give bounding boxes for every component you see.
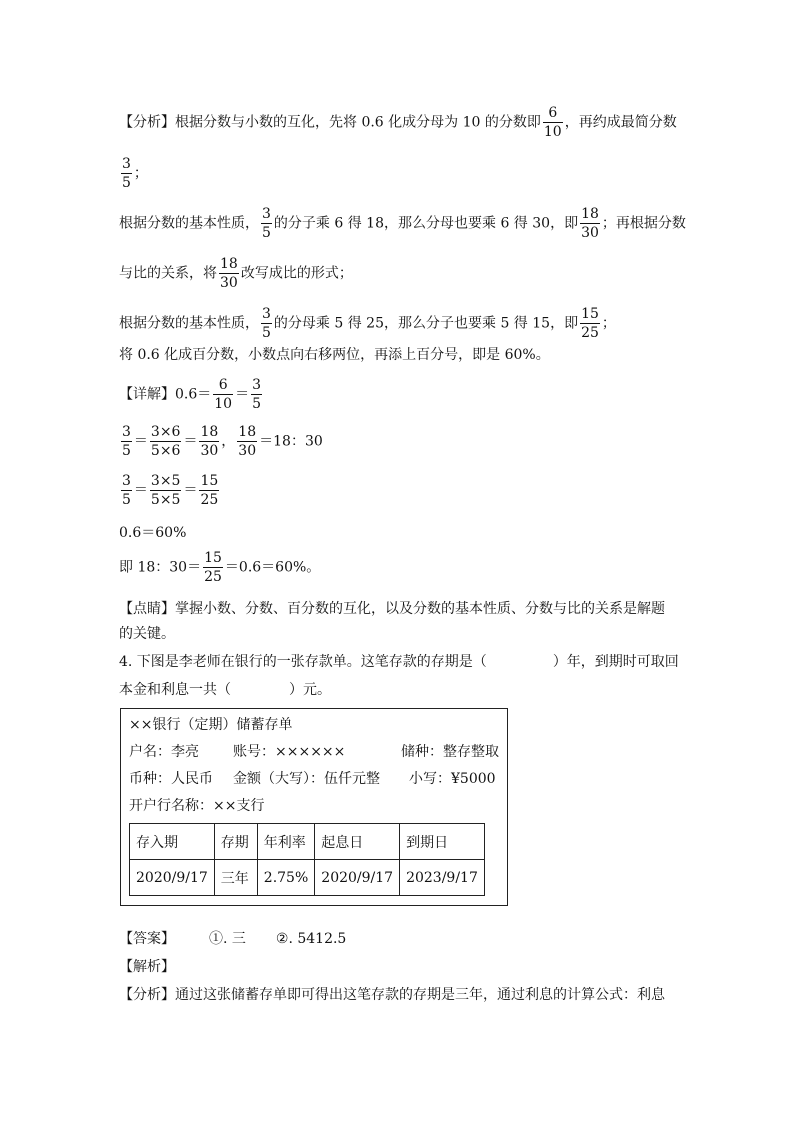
fraction: $\frac{3}{5}$: [122, 424, 131, 459]
table-header: 到期日: [400, 824, 485, 860]
fraction: $\frac{3\times 6}{5\times 6}$: [150, 424, 181, 459]
detail-line-2: $\frac{3}{5}$ ＝ $\frac{3\times 6}{5\times 6}$ ＝ $\frac{18}{30}$ ， $\frac{18}{30}$ ＝18：30: [122, 424, 323, 459]
slip-amount-lower: 小写：¥5000: [409, 771, 496, 787]
analysis2-line: 【分析】通过这张储蓄存单即可得出这笔存款的存期是三年，通过利息的计算公式：利息: [119, 987, 665, 1003]
fraction: $\frac{6}{10}$: [214, 377, 233, 412]
deposit-slip: [120, 708, 508, 906]
slip-kind: 储种：整存整取: [401, 744, 499, 760]
analysis-line-2: $\frac{3}{5}$ ；: [122, 156, 148, 191]
slip-branch: 开户行名称：××支行: [129, 798, 265, 814]
slip-currency: 币种：人民币: [129, 771, 213, 787]
fraction: $\frac{18}{30}$: [581, 206, 599, 241]
slip-amount-upper: 金额（大写）：伍仟元整: [233, 771, 380, 787]
fraction: $\frac{3}{5}$: [252, 377, 262, 412]
answer-2: ②. 5412.5: [275, 931, 347, 947]
deposit-table: [129, 823, 485, 896]
fraction: $\frac{18}{30}$: [220, 256, 238, 291]
question-line-2: 本金和利息一共（ ）元。: [119, 682, 331, 698]
table-cell: 2020/9/17: [130, 860, 215, 896]
analysis-line-6: 将 0.6 化成百分数，小数点向右移两位，再添上百分号，即是 60%。: [119, 347, 550, 363]
analysis-line-3: 根据分数的基本性质， $\frac{3}{5}$ 的分子乘 6 得 18，那么分母也要乘 6 得 30，即 $\frac{18}{30}$ ；再根据分数: [119, 206, 686, 241]
fraction: $\frac{3}{5}$: [262, 306, 271, 341]
detail-line-4: 0.6＝60%: [119, 525, 187, 541]
table-header: 起息日: [315, 824, 400, 860]
fraction: $\frac{18}{30}$: [200, 424, 219, 459]
answer-1: ①. 三: [209, 931, 246, 947]
fraction: $\frac{6}{10}$: [543, 105, 562, 140]
slip-title: ××银行（定期）储蓄存单: [129, 717, 293, 733]
analysis-line-1: 【分析】根据分数与小数的互化，先将 0.6 化成分母为 10 的分数即 $\frac{6}{10}$ ，再约成最简分数: [119, 105, 677, 140]
fraction: $\frac{18}{30}$: [238, 424, 257, 459]
fraction: $\frac{3}{5}$: [122, 156, 131, 191]
table-header: 年利率: [257, 824, 314, 860]
analysis-line-5: 根据分数的基本性质， $\frac{3}{5}$ 的分母乘 5 得 25，那么分子也要乘 5 得 15，即 $\frac{15}{25}$ ；: [119, 306, 616, 341]
analysis2-tag: 【分析】: [119, 987, 175, 1003]
keypoint-tag: 【点睛】: [119, 601, 175, 617]
fraction: $\frac{15}{25}$: [581, 306, 599, 341]
fraction: $\frac{3}{5}$: [262, 206, 271, 241]
table-cell: 2023/9/17: [400, 860, 485, 896]
detail-line-1: 【详解】0.6＝ $\frac{6}{10}$ ＝ $\frac{3}{5}$: [119, 377, 262, 412]
analysis-tag: 【分析】: [119, 114, 175, 131]
detail-line-5: 即 18：30＝ $\frac{15}{25}$ ＝0.6＝60%。: [119, 550, 321, 585]
table-header: 存入期: [130, 824, 215, 860]
explain-tag: 【解析】: [119, 959, 175, 975]
table-cell: 三年: [214, 860, 257, 896]
fraction: $\frac{3\times 5}{5\times 5}$: [150, 473, 181, 508]
analysis-line-4: 与比的关系，将 $\frac{18}{30}$ 改写成比的形式；: [119, 256, 353, 291]
table-row: [130, 860, 485, 896]
question-line-1: 4. 下图是李老师在银行的一张存款单。这笔存款的存期是（ ）年，到期时可取回: [119, 654, 679, 670]
fraction: $\frac{15}{25}$: [200, 473, 219, 508]
slip-name: 户名：李亮: [129, 744, 199, 760]
fraction: $\frac{3}{5}$: [122, 473, 131, 508]
keypoint-line-1: 【点睛】掌握小数、分数、百分数的互化，以及分数的基本性质、分数与比的关系是解题: [119, 601, 665, 617]
table-cell: 2020/9/17: [315, 860, 400, 896]
table-header: 存期: [214, 824, 257, 860]
slip-account: 账号：××××××: [233, 744, 346, 760]
table-header-row: [130, 824, 485, 860]
fraction: $\frac{15}{25}$: [204, 550, 222, 585]
answer-tag: 【答案】: [119, 931, 175, 947]
detail-line-3: $\frac{3}{5}$ ＝ $\frac{3\times 5}{5\times 5}$ ＝ $\frac{15}{25}$: [122, 473, 219, 508]
table-cell: 2.75%: [257, 860, 314, 896]
answer-line: [119, 929, 346, 949]
keypoint-line-2: 的关键。: [119, 626, 175, 642]
detail-tag: 【详解】: [119, 386, 175, 403]
